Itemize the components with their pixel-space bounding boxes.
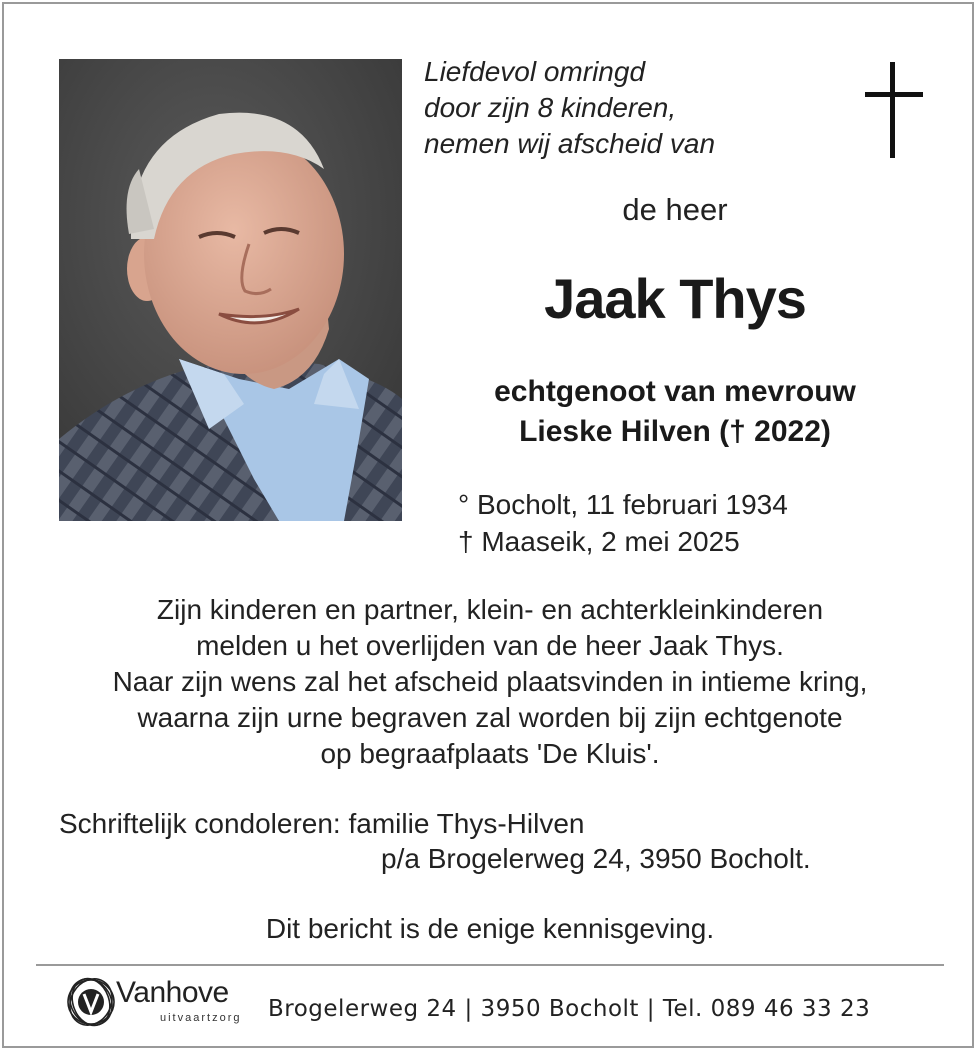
- spouse-line: Lieske Hilven († 2022): [519, 415, 831, 448]
- spouse-line: echtgenoot van mevrouw: [494, 375, 856, 408]
- message-line: melden u het overlijden van de heer Jaak Thys.: [196, 630, 784, 661]
- deceased-name: Jaak Thys: [544, 267, 806, 330]
- footer-contact: Brogelerweg 24 | 3950 Bocholt | Tel. 089 46 33 23: [268, 996, 871, 1022]
- intro-text: [424, 54, 715, 162]
- brand-subtitle: uitvaartzorg: [160, 1012, 242, 1024]
- title-label: de heer: [622, 192, 728, 227]
- divider: [36, 964, 944, 966]
- brand-name: Vanhove: [116, 976, 229, 1009]
- funeral-home-logo: [64, 974, 254, 1030]
- intro-line: door zijn 8 kinderen,: [424, 92, 677, 123]
- cross-icon: [865, 62, 923, 158]
- message-line: waarna zijn urne begraven zal worden bij zijn echtgenote: [137, 702, 843, 733]
- life-dates: [458, 486, 788, 560]
- intro-line: Liefdevol omringd: [424, 56, 646, 87]
- intro-line: nemen wij afscheid van: [424, 128, 716, 159]
- condolence-line: Schriftelijk condoleren: familie Thys-Hilven: [59, 808, 585, 839]
- message-line: op begraafplaats 'De Kluis'.: [320, 738, 660, 769]
- portrait-photo: [59, 59, 402, 521]
- condolence-address: p/a Brogelerweg 24, 3950 Bocholt.: [381, 843, 811, 874]
- message-line: Naar zijn wens zal het afscheid plaatsvinden in intieme kring,: [112, 666, 868, 697]
- message-line: Zijn kinderen en partner, klein- en achterkleinkinderen: [156, 594, 824, 625]
- death-date: † Maaseik, 2 mei 2025: [458, 526, 740, 557]
- vanhove-emblem-icon: [64, 974, 118, 1030]
- spouse-info: [440, 372, 910, 452]
- notice-statement: Dit bericht is de enige kennisgeving.: [265, 913, 715, 944]
- birth-date: ° Bocholt, 11 februari 1934: [458, 489, 788, 520]
- announcement-message: [0, 592, 980, 772]
